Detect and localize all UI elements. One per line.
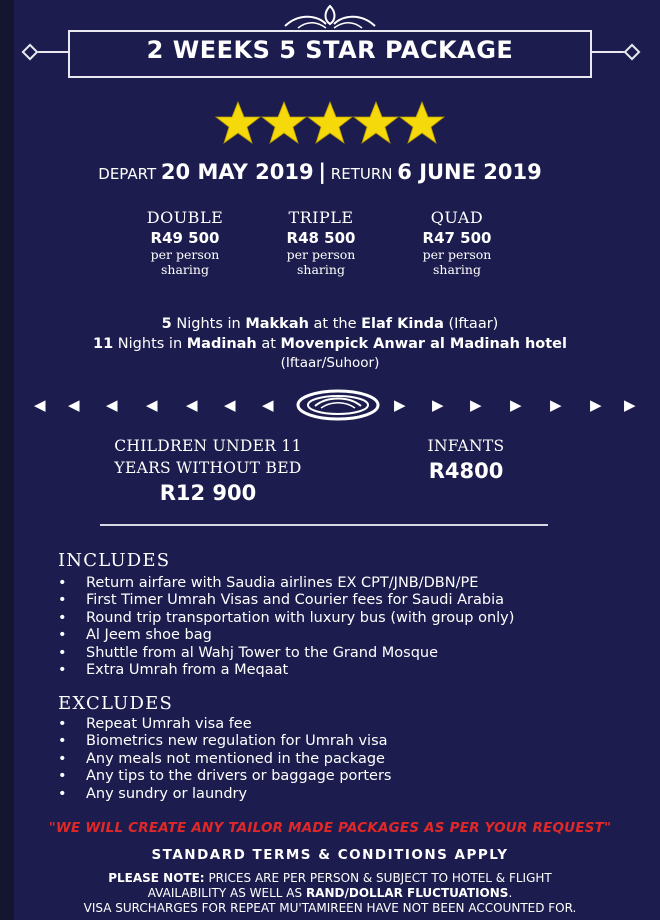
- madinah-meal: (Iftaar/Suhoor): [280, 355, 380, 371]
- children-label-line2: YEARS WITHOUT BED: [114, 459, 302, 477]
- makkah-nights-count: 5: [161, 316, 172, 332]
- infants-label: INFANTS: [427, 437, 505, 455]
- bullet-icon: •: [58, 644, 67, 661]
- chevron-right-icon: ▶: [510, 396, 522, 414]
- room-type: TRIPLE: [288, 208, 354, 227]
- price-note: sharing: [433, 262, 481, 277]
- list-item-text: Return airfare with Saudia airlines EX CPT/JNB/DBN/PE: [86, 575, 479, 591]
- list-item: [58, 768, 392, 785]
- list-item: [58, 645, 514, 662]
- diamond-left-icon: [22, 44, 39, 61]
- list-item: [58, 751, 392, 768]
- top-ornament-icon: [280, 2, 380, 32]
- makkah-city: Makkah: [245, 316, 309, 332]
- room-type: QUAD: [430, 208, 484, 227]
- bullet-icon: •: [58, 627, 67, 644]
- price-quad: [397, 208, 517, 277]
- list-item: [58, 575, 514, 592]
- makkah-stay: [0, 316, 660, 332]
- note-text: PRICES ARE PER PERSON & SUBJECT TO HOTEL & FLIGHT: [208, 871, 552, 885]
- star-icon: [400, 102, 444, 143]
- star-icon: [216, 102, 260, 143]
- chevron-left-icon: ◀: [106, 396, 118, 414]
- depart-date: 20 MAY 2019: [160, 160, 314, 184]
- list-item-text: Biometrics new regulation for Umrah visa: [86, 733, 388, 750]
- travel-dates: [0, 160, 640, 184]
- chevron-right-icon: ▶: [470, 396, 482, 414]
- list-item-text: Extra Umrah from a Meqaat: [86, 662, 289, 679]
- bullet-icon: •: [58, 785, 67, 802]
- return-label: RETURN: [330, 165, 393, 183]
- chevron-right-icon: ▶: [394, 396, 406, 414]
- list-item-text: Round trip transportation with luxury bus (with group only): [86, 609, 515, 626]
- chevron-left-icon: ◀: [146, 396, 158, 414]
- madinah-nights-count: 11: [93, 336, 114, 352]
- left-edge-strip: [0, 0, 14, 920]
- madinah-city: Madinah: [186, 336, 257, 352]
- list-item: [58, 786, 392, 803]
- tailor-made-note: "WE WILL CREATE ANY TAILOR MADE PACKAGES AS PER YOUR REQUEST": [48, 820, 612, 836]
- note-period: .: [508, 886, 513, 900]
- depart-label: DEPART: [98, 165, 157, 183]
- bullet-icon: •: [58, 575, 67, 591]
- list-item: [58, 592, 514, 609]
- bullet-icon: •: [58, 592, 67, 609]
- room-price: R49 500: [150, 229, 220, 247]
- price-double: [125, 208, 245, 277]
- note-line-3: VISA SURCHARGES FOR REPEAT MU'TAMIREEN HAVE NOT BEEN ACCOUNTED FOR.: [83, 901, 577, 915]
- children-price: R12 900: [159, 481, 257, 505]
- bullet-icon: •: [58, 733, 67, 750]
- list-item: [58, 610, 514, 627]
- chevron-right-icon: ▶: [624, 396, 636, 414]
- chevron-left-icon: ◀: [186, 396, 198, 414]
- terms-apply: STANDARD TERMS & CONDITIONS APPLY: [151, 847, 509, 863]
- bullet-icon: •: [58, 716, 67, 732]
- room-price: R48 500: [286, 229, 356, 247]
- stay-text: at the: [313, 316, 357, 332]
- chevron-right-icon: ▶: [590, 396, 602, 414]
- includes-heading: INCLUDES: [58, 550, 171, 571]
- list-item-text: Any meals not mentioned in the package: [86, 750, 385, 767]
- excludes-list: [58, 716, 392, 803]
- price-note: sharing: [297, 262, 345, 277]
- date-divider: |: [318, 160, 327, 184]
- stay-text: Nights in: [176, 316, 241, 332]
- price-note: per person: [286, 247, 356, 262]
- list-item-text: Any sundry or laundry: [86, 785, 248, 802]
- chevron-left-icon: ◀: [34, 396, 46, 414]
- bullet-icon: •: [58, 609, 67, 626]
- stay-text: at: [261, 336, 276, 352]
- chevron-left-icon: ◀: [224, 396, 236, 414]
- package-title: 2 WEEKS 5 STAR PACKAGE: [146, 36, 514, 64]
- section-separator: [100, 524, 548, 526]
- includes-list: [58, 575, 514, 679]
- star-icon: [354, 102, 398, 143]
- madinah-stay: [0, 336, 660, 352]
- return-date: 6 JUNE 2019: [397, 160, 542, 184]
- infants-price: R4800: [428, 459, 504, 483]
- stay-text: Nights in: [117, 336, 183, 352]
- list-item: [58, 662, 514, 679]
- note-emphasis: RAND/DOLLAR FLUCTUATIONS: [305, 886, 509, 900]
- price-note: per person: [422, 247, 492, 262]
- note-line-1: [0, 871, 660, 886]
- bullet-icon: •: [58, 662, 67, 679]
- list-item-text: Repeat Umrah visa fee: [86, 716, 252, 732]
- chevron-left-icon: ◀: [262, 396, 274, 414]
- children-pricing: [88, 437, 328, 505]
- bullet-icon: •: [58, 750, 67, 767]
- room-price: R47 500: [422, 229, 492, 247]
- list-item: [58, 716, 392, 733]
- infants-pricing: [396, 437, 536, 483]
- room-type: DOUBLE: [146, 208, 224, 227]
- bullet-icon: •: [58, 768, 67, 785]
- chevron-right-icon: ▶: [432, 396, 444, 414]
- excludes-heading: EXCLUDES: [58, 693, 174, 714]
- center-emblem-icon: [295, 388, 381, 422]
- list-item-text: Any tips to the drivers or baggage porters: [86, 768, 392, 785]
- list-item: [58, 733, 392, 750]
- price-note: sharing: [161, 262, 209, 277]
- star-icon: [262, 102, 306, 143]
- children-label-line1: CHILDREN UNDER 11: [114, 437, 302, 455]
- makkah-meal: (Iftaar): [448, 316, 499, 332]
- list-item-text: First Timer Umrah Visas and Courier fees for Saudi Arabia: [86, 592, 505, 609]
- list-item: [58, 627, 514, 644]
- star-icon: [308, 102, 352, 143]
- chevron-left-icon: ◀: [68, 396, 80, 414]
- list-item-text: Shuttle from al Wahj Tower to the Grand Mosque: [86, 644, 439, 661]
- list-item-text: Al Jeem shoe bag: [86, 627, 212, 644]
- chevron-divider: [0, 388, 660, 422]
- makkah-hotel: Elaf Kinda: [361, 316, 444, 332]
- price-note: per person: [150, 247, 220, 262]
- note-label: PLEASE NOTE:: [108, 871, 205, 885]
- note-line-2: [0, 886, 660, 901]
- five-star-rating: [214, 100, 454, 150]
- chevron-right-icon: ▶: [550, 396, 562, 414]
- madinah-hotel: Movenpick Anwar al Madinah hotel: [280, 336, 567, 352]
- note-text: AVAILABILITY AS WELL AS: [147, 886, 303, 900]
- price-triple: [261, 208, 381, 277]
- diamond-right-icon: [624, 44, 641, 61]
